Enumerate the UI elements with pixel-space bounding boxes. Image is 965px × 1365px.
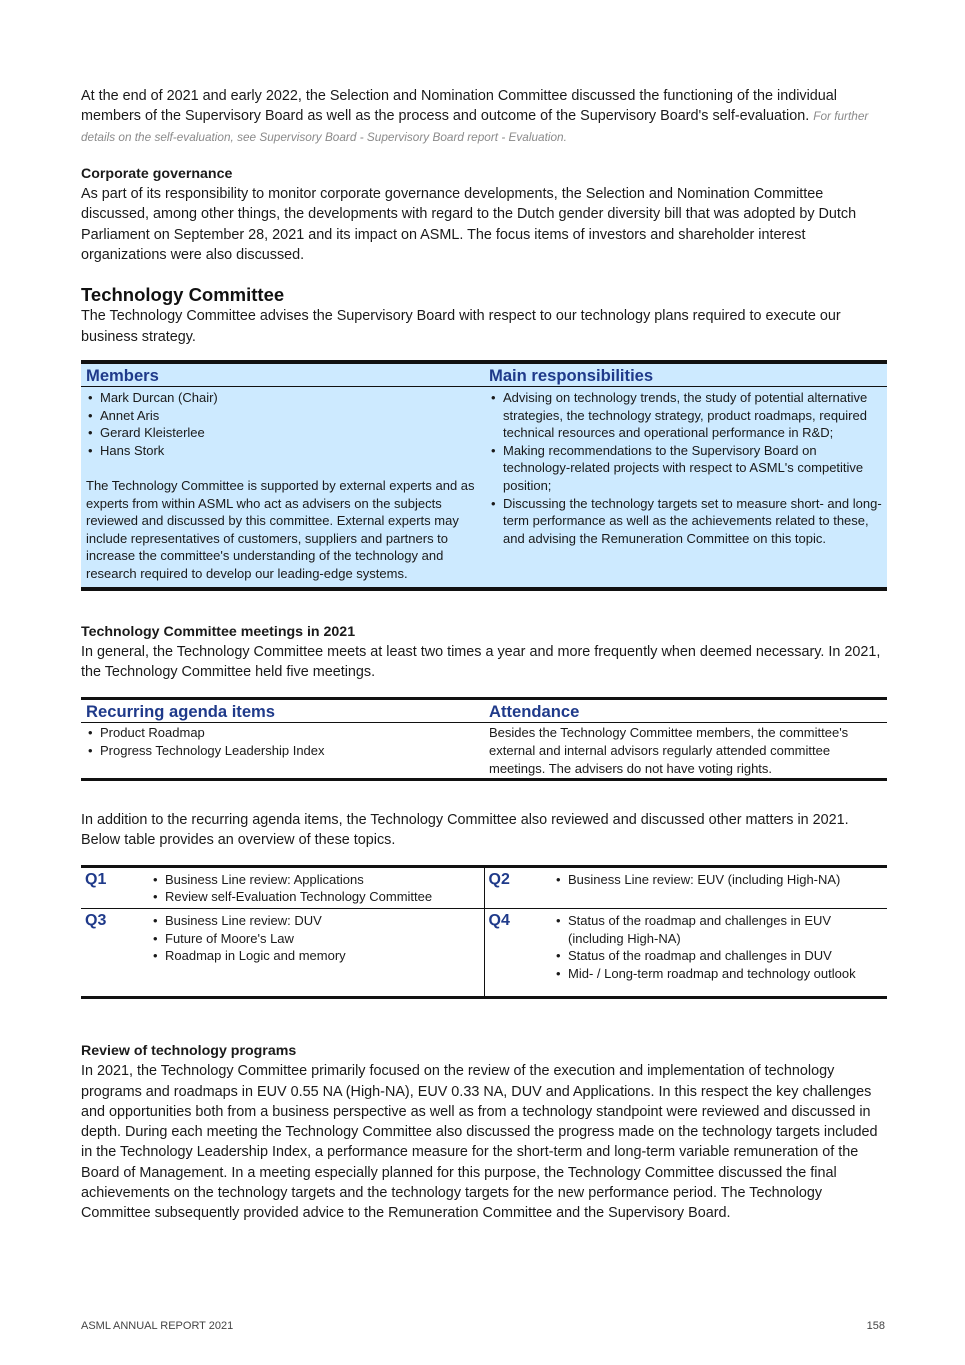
intro-paragraph — [81, 86, 887, 147]
q4-label: Q4 — [488, 911, 510, 929]
q2-cell — [550, 866, 887, 908]
responsibilities-header: Main responsibilities — [484, 362, 887, 387]
meetings-paragraph: In general, the Technology Committee meets at least two times a year and more frequently when deemed necessary. In 2021, the Technology Committee held five meetings. — [81, 643, 881, 681]
agenda-table — [81, 697, 887, 781]
agenda-header: Recurring agenda items — [81, 699, 484, 723]
member-item: • Mark Durcan (Chair) — [86, 389, 479, 407]
q4-item: • Status of the roadmap and challenges in EUV (including High-NA) — [554, 912, 883, 947]
members-list — [86, 389, 479, 459]
responsibility-item: • Advising on technology trends, the study of potential alternative strategies, the technology strategy, product roadmaps, required technical resources and operational performance in R&D; — [489, 389, 882, 442]
meetings-heading: Technology Committee meetings in 2021 — [81, 623, 356, 640]
q4-item: • Mid- / Long-term roadmap and technology outlook — [554, 965, 883, 983]
agenda-cell — [81, 723, 484, 780]
q1-item: • Business Line review: Applications — [151, 871, 480, 889]
q2-item: • Business Line review: EUV (including High-NA) — [554, 871, 883, 889]
page-content — [81, 86, 887, 1224]
attendance-header: Attendance — [484, 699, 887, 723]
members-header: Members — [81, 362, 484, 387]
members-cell — [81, 386, 484, 588]
page-footer — [81, 1316, 887, 1336]
review-paragraph: In 2021, the Technology Committee primarily focused on the review of the execution and implementation of technology programs and roadmaps in EUV 0.55 NA (High-NA), EUV 0.33 NA, DUV and Applications. In this respect the key challenges and opportunities both from a business perspective as well as from a technology standpoint were reviewed and discussed in depth. During each meeting the Technology Committee also discussed the progress made on the technology targets included in the Technology Leadership Index, a performance measure for the short-term and long-term variable remuneration of the Board of Management. In a meeting especially planned for this purpose, the Technology Committee discussed the final achievements on the technology targets and the technology targets for the new performance period. The Technology Committee subsequently provided advice to the Remuneration Committee and the Supervisory Board. — [81, 1063, 878, 1222]
technology-committee-intro: The Technology Committee advises the Supervisory Board with respect to our technology plans required to execute our business strategy. — [81, 308, 841, 345]
responsibilities-cell — [484, 386, 887, 588]
q1-label: Q1 — [81, 866, 147, 908]
responsibility-item: • Making recommendations to the Supervisory Board on technology-related projects with respect to ASML's competitive position; — [489, 442, 882, 495]
agenda-item: • Progress Technology Leadership Index — [86, 742, 479, 760]
report-title: ASML ANNUAL REPORT 2021 — [81, 1320, 234, 1332]
page-number: 158 — [866, 1320, 885, 1332]
member-item: • Annet Aris — [86, 407, 479, 425]
member-item: • Gerard Kleisterlee — [86, 424, 479, 442]
q1-cell — [147, 866, 484, 908]
q3-label: Q3 — [85, 911, 107, 929]
agenda-item: • Product Roadmap — [86, 724, 479, 742]
responsibility-item: • Discussing the technology targets set to measure short- and long-term performance as well as the achievements related to these, and advising the Remuneration Committee on this topic. — [489, 495, 882, 548]
intro-text: At the end of 2021 and early 2022, the Selection and Nomination Committee discussed the functioning of the individual members of the Supervisory Board as well as the process and outcome of the Supervisory Board's self-evaluation. — [81, 88, 837, 125]
corporate-governance-heading: Corporate governance — [81, 165, 233, 182]
q3-cell — [147, 908, 484, 997]
corporate-governance-paragraph: As part of its responsibility to monitor corporate governance developments, the Selection and Nomination Committee discussed, among other things, the developments with regard to the Dutch gender diversity bill that was adopted by Dutch Parliament on September 28, 2021 and its impact on ASML. The focus items of investors and shareholder interest organizations were also discussed. — [81, 186, 857, 264]
other-matters-paragraph: In addition to the recurring agenda items, the Technology Committee also reviewed and discussed other matters in 2021. Below table provides an overview of these topics. — [81, 812, 849, 849]
member-item: • Hans Stork — [86, 442, 479, 460]
q3-item: • Roadmap in Logic and memory — [151, 947, 480, 965]
quarters-table — [81, 865, 887, 999]
q4-item: • Status of the roadmap and challenges in DUV — [554, 947, 883, 965]
technology-committee-title: Technology Committee — [81, 284, 285, 306]
members-table — [81, 360, 887, 591]
q3-item: • Future of Moore's Law — [151, 930, 480, 948]
q1-item: • Review self-Evaluation Technology Committee — [151, 888, 480, 906]
intro-note-link[interactable]: For further details on the self-evaluation, see Supervisory Board - Supervisory Board report - Evaluation. — [81, 109, 869, 144]
responsibilities-list — [489, 389, 882, 547]
support-note: The Technology Committee is supported by external experts and as experts from within ASML who act as advisers on the subjects reviewed and discussed by this committee. External experts may include representatives of customers, suppliers and partners to increase the committee's understanding of the technology and research required to develop our leading-edge systems. — [86, 477, 475, 581]
q4-cell — [550, 908, 887, 997]
attendance-cell: Besides the Technology Committee members, the committee's external and internal advisors regularly attended committee meetings. The advisers do not have voting rights. — [489, 725, 849, 776]
q2-label: Q2 — [484, 866, 550, 908]
agenda-list — [86, 724, 479, 759]
review-heading: Review of technology programs — [81, 1042, 297, 1059]
q3-item: • Business Line review: DUV — [151, 912, 480, 930]
